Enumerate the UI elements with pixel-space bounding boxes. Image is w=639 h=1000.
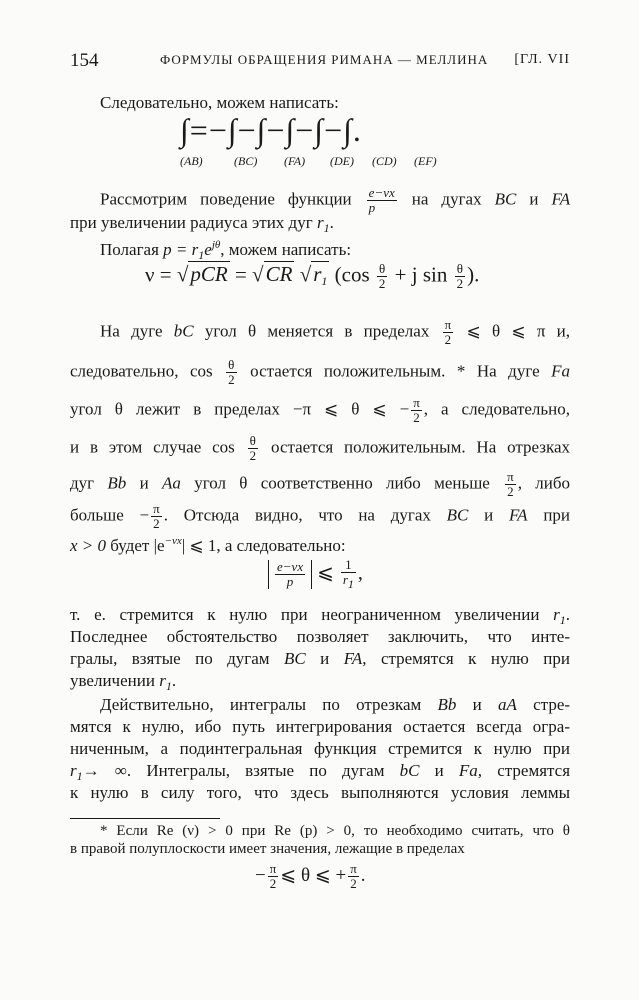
para-4-line-7: x > 0 будет $|e^{-\nu x}|$ ⩽ 1, а следовательно: (70, 535, 346, 555)
formula-inequality: $\frac{e-\nu x}{p}$ ⩽ $\frac{1}{r1}$ , (268, 558, 363, 591)
para-6-line-2: мятся к нулю, ибо путь интегрирования остается всегда огра- (70, 717, 570, 736)
integral-label: (CD) (372, 154, 397, 168)
para-4-line-4: и в этом случае cos $\frac{\theta}{2}$ остается положительным. На отрезках (70, 433, 571, 463)
para-5-line-4: увеличении $r_1$. (70, 671, 177, 693)
para-6-line-5: к нулю в силу того, что здесь выполняются условия леммы (70, 783, 570, 802)
para-4-line-3: угол θ лежит в пределах −π ⩽ θ ⩽ − $\frac{\pi}{2}$ , а следовательно, (70, 395, 570, 425)
para-6-line-4: $r_1\to$ ∞. Интегралы, взятые по дугам bC и Fa, стремятся (70, 761, 571, 783)
integral-label: (FA) (284, 154, 306, 168)
footnote-rule (70, 818, 220, 819)
para-5-line-2: Последнее обстоятельство позволяет заключить, что инте- (70, 627, 570, 646)
para-3: Полагая $p = r_1e^{j\theta}$, можем написать: (100, 239, 352, 262)
integral-label: (AB) (180, 154, 203, 168)
integral-label: (DE) (330, 154, 354, 168)
footnote-line-2: в правой полуплоскости имеет значения, лежащие в пределах (70, 841, 465, 857)
para-6-line-1: Действительно, интегралы по отрезкам Bb и aA стре- (100, 695, 571, 714)
integrals-expression: ∫=−∫−∫−∫−∫−∫. (180, 112, 362, 148)
para-4-line-1: На дуге bC угол θ меняется в пределах $\frac{\pi}{2}$ ⩽ θ ⩽ π и, (100, 317, 571, 347)
para-2-line-2: при увеличении радиуса этих дуг $r_1$. (70, 213, 334, 235)
formula-nu: ν = √pCR = √CR $√r_1$ (cos $\frac{\theta}{2}$ + j sin $\frac{\theta}{2}$ ). (145, 261, 480, 291)
fraction: $\frac{e-\nu x}{p}$ (368, 185, 395, 215)
para-5-line-1: т. е. стремится к нулю при неограниченном увеличении $r_1$. (70, 605, 571, 627)
integral-label: (EF) (414, 154, 437, 168)
integral-label: (BC) (234, 154, 258, 168)
para-1: Следовательно, можем написать: (100, 93, 339, 112)
para-5-line-3: гралы, взятые по дугам BC и FA, стремятся к нулю при (70, 649, 570, 668)
footnote-formula: − $\frac{\pi}{2}$ ⩽ θ ⩽ + $\frac{\pi}{2}$ . (255, 861, 366, 891)
para-6-line-3: ниченным, а подинтегральная функция стремится к нулю при (70, 739, 570, 758)
footnote-line-1: * Если Re (ν) > 0 при Re (p) > 0, то необходимо считать, что θ (100, 823, 570, 839)
para-2-line-1: Рассмотрим поведение функции $\frac{e-\nu x}{p}$ на дугах BC и FA (100, 185, 571, 215)
formula-integrals (180, 112, 460, 174)
para-4-line-5: дуг Bb и Aa угол θ соответственно либо меньше $\frac{\pi}{2}$ , либо (70, 469, 571, 499)
running-title: ФОРМУЛЫ ОБРАЩЕНИЯ РИМАНА — МЕЛЛИНА (160, 52, 489, 67)
para-4-line-2: следовательно, cos $\frac{\theta}{2}$ остается положительным. * На дуге Fa (70, 357, 571, 387)
chapter-marker: [ГЛ. VII (514, 52, 570, 67)
page-number: 154 (70, 50, 99, 71)
para-4-line-6: больше − $\frac{\pi}{2}$ . Отсюда видно, что на дугах BC и FA при (70, 501, 571, 531)
running-header (70, 50, 570, 74)
